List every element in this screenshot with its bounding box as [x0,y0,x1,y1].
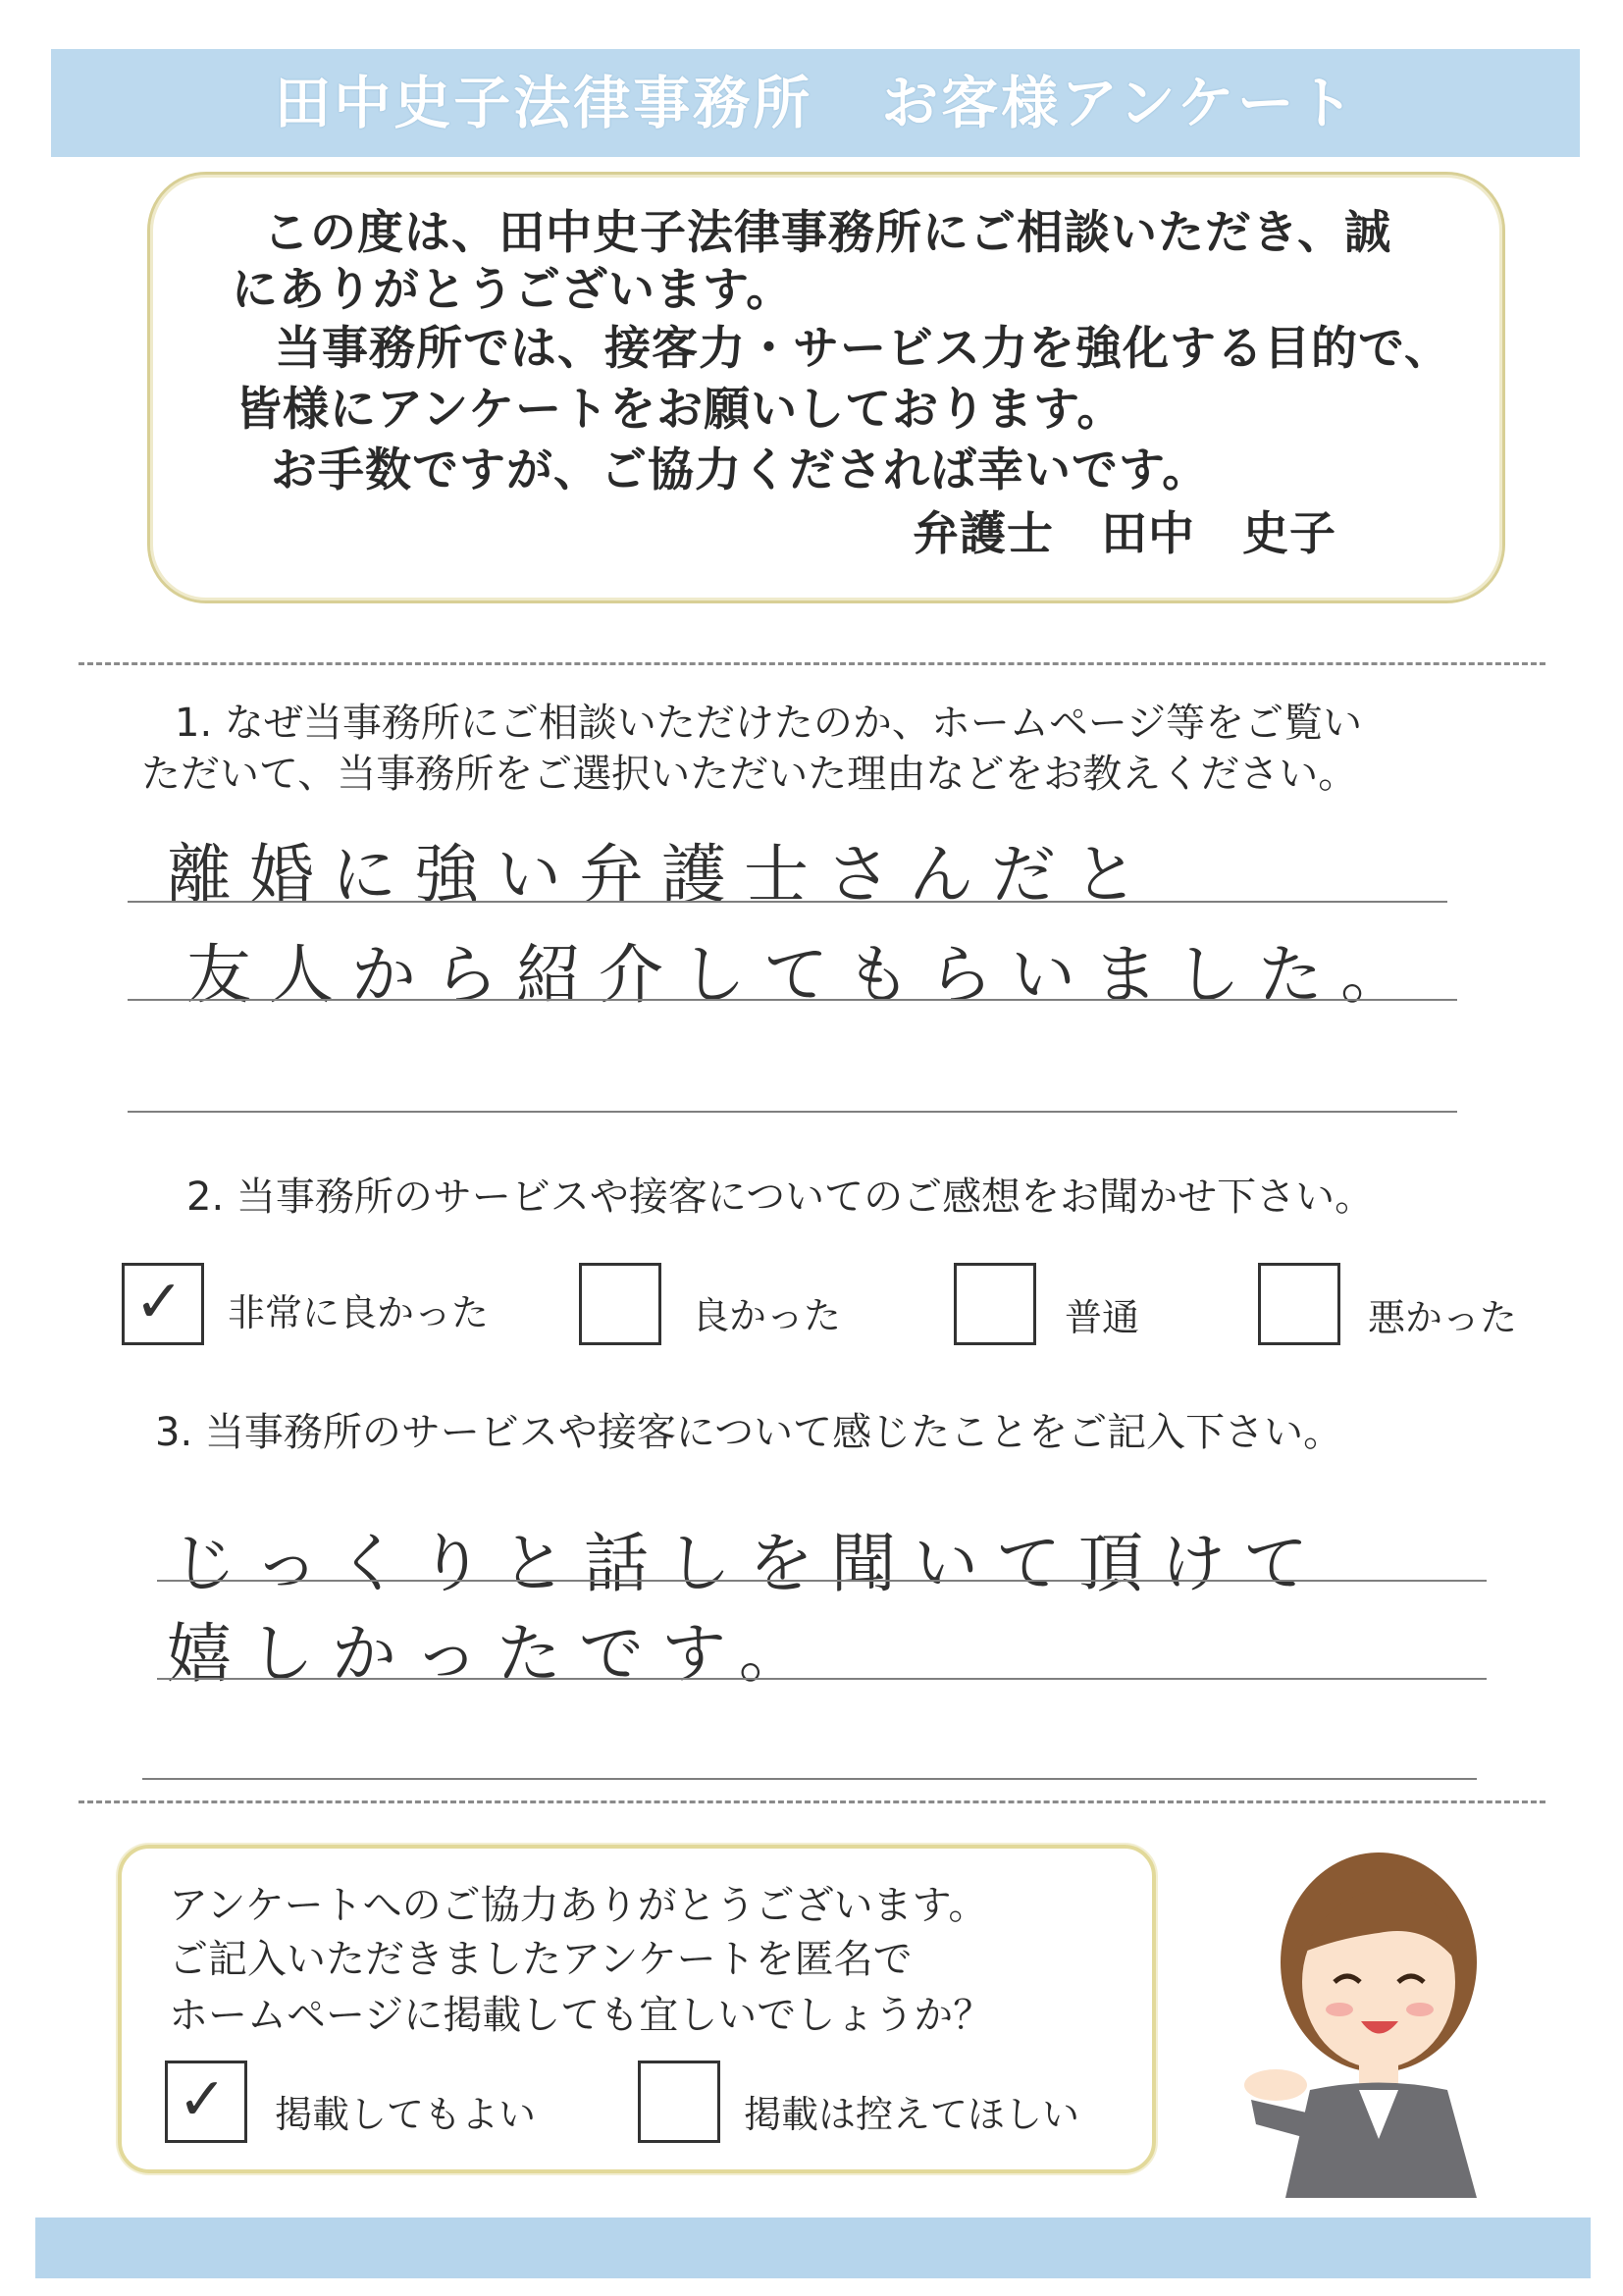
q3-handwritten-answer: じっくりと話しを聞いて頂けて [172,1526,1326,1601]
intro-line: にありがとうございます。 [232,263,794,317]
option-label: 悪かった [1368,1296,1518,1339]
consent-option-label: 掲載は控えてほしい [744,2093,1080,2136]
survey-title: お客様アンケート [881,70,1357,136]
intro-line: この度は、田中史子法律事務所にご相談いただき、誠 [263,206,1392,260]
consent-checkbox-allow[interactable] [165,2061,247,2143]
answer-line [128,901,1447,903]
header-bar [51,49,1580,157]
q1-handwritten-answer: 離婚に強い弁護士さんだと [167,837,1156,913]
option-label: 良かった [692,1294,842,1337]
option-checkbox-bad[interactable] [1258,1263,1340,1345]
intro-line: お手数ですが、ご協力くだされば幸いです。 [271,444,1210,497]
consent-text: アンケートへのご協力ありがとうございます。 [169,1883,988,1928]
answer-line [157,1678,1487,1680]
option-label: 普通 [1065,1296,1140,1339]
option-checkbox-very-good[interactable] [122,1263,204,1345]
q1-text: ただいて、当事務所をご選択いただいた理由などをお教えください。 [141,752,1358,797]
page-title [51,49,1580,157]
check-icon: ✓ [178,2065,228,2134]
option-label: 非常に良かった [228,1291,490,1334]
check-icon: ✓ [134,1268,184,1336]
option-checkbox-good[interactable] [579,1263,661,1345]
receptionist-illustration-icon [1231,1845,1536,2198]
intro-line: 皆様にアンケートをお願いしております。 [236,383,1125,437]
q1-text: 1. なぜ当事務所にご相談いただけたのか、ホームページ等をご覧い [175,701,1363,746]
answer-line [128,1111,1457,1113]
answer-line [157,1580,1487,1582]
section-divider [79,662,1545,665]
consent-text: ご記入いただきましたアンケートを匿名で [169,1937,913,1982]
q3-text: 3. 当事務所のサービスや接客について感じたことをご記入下さい。 [155,1410,1343,1455]
intro-line: 当事務所では、接客力・サービス力を強化する目的で、 [275,322,1452,376]
q3-handwritten-answer: 嬉しかったです。 [167,1616,821,1692]
option-checkbox-average[interactable] [954,1263,1036,1345]
footer-bar [35,2218,1591,2278]
q2-text: 2. 当事務所のサービスや接客についてのご感想をお聞かせ下さい。 [186,1174,1375,1220]
section-divider [79,1800,1545,1803]
answer-line [128,999,1457,1001]
intro-signature: 弁護士 田中 史子 [913,507,1336,561]
q1-handwritten-answer: 友人から紹介してもらいました。 [186,937,1423,1013]
consent-checkbox-decline[interactable] [638,2061,720,2143]
consent-text: ホームページに掲載しても宜しいでしょうか？ [169,1993,993,2038]
consent-option-label: 掲載してもよい [275,2093,537,2136]
firm-name: 田中史子法律事務所 [274,70,813,136]
answer-line [142,1778,1477,1780]
